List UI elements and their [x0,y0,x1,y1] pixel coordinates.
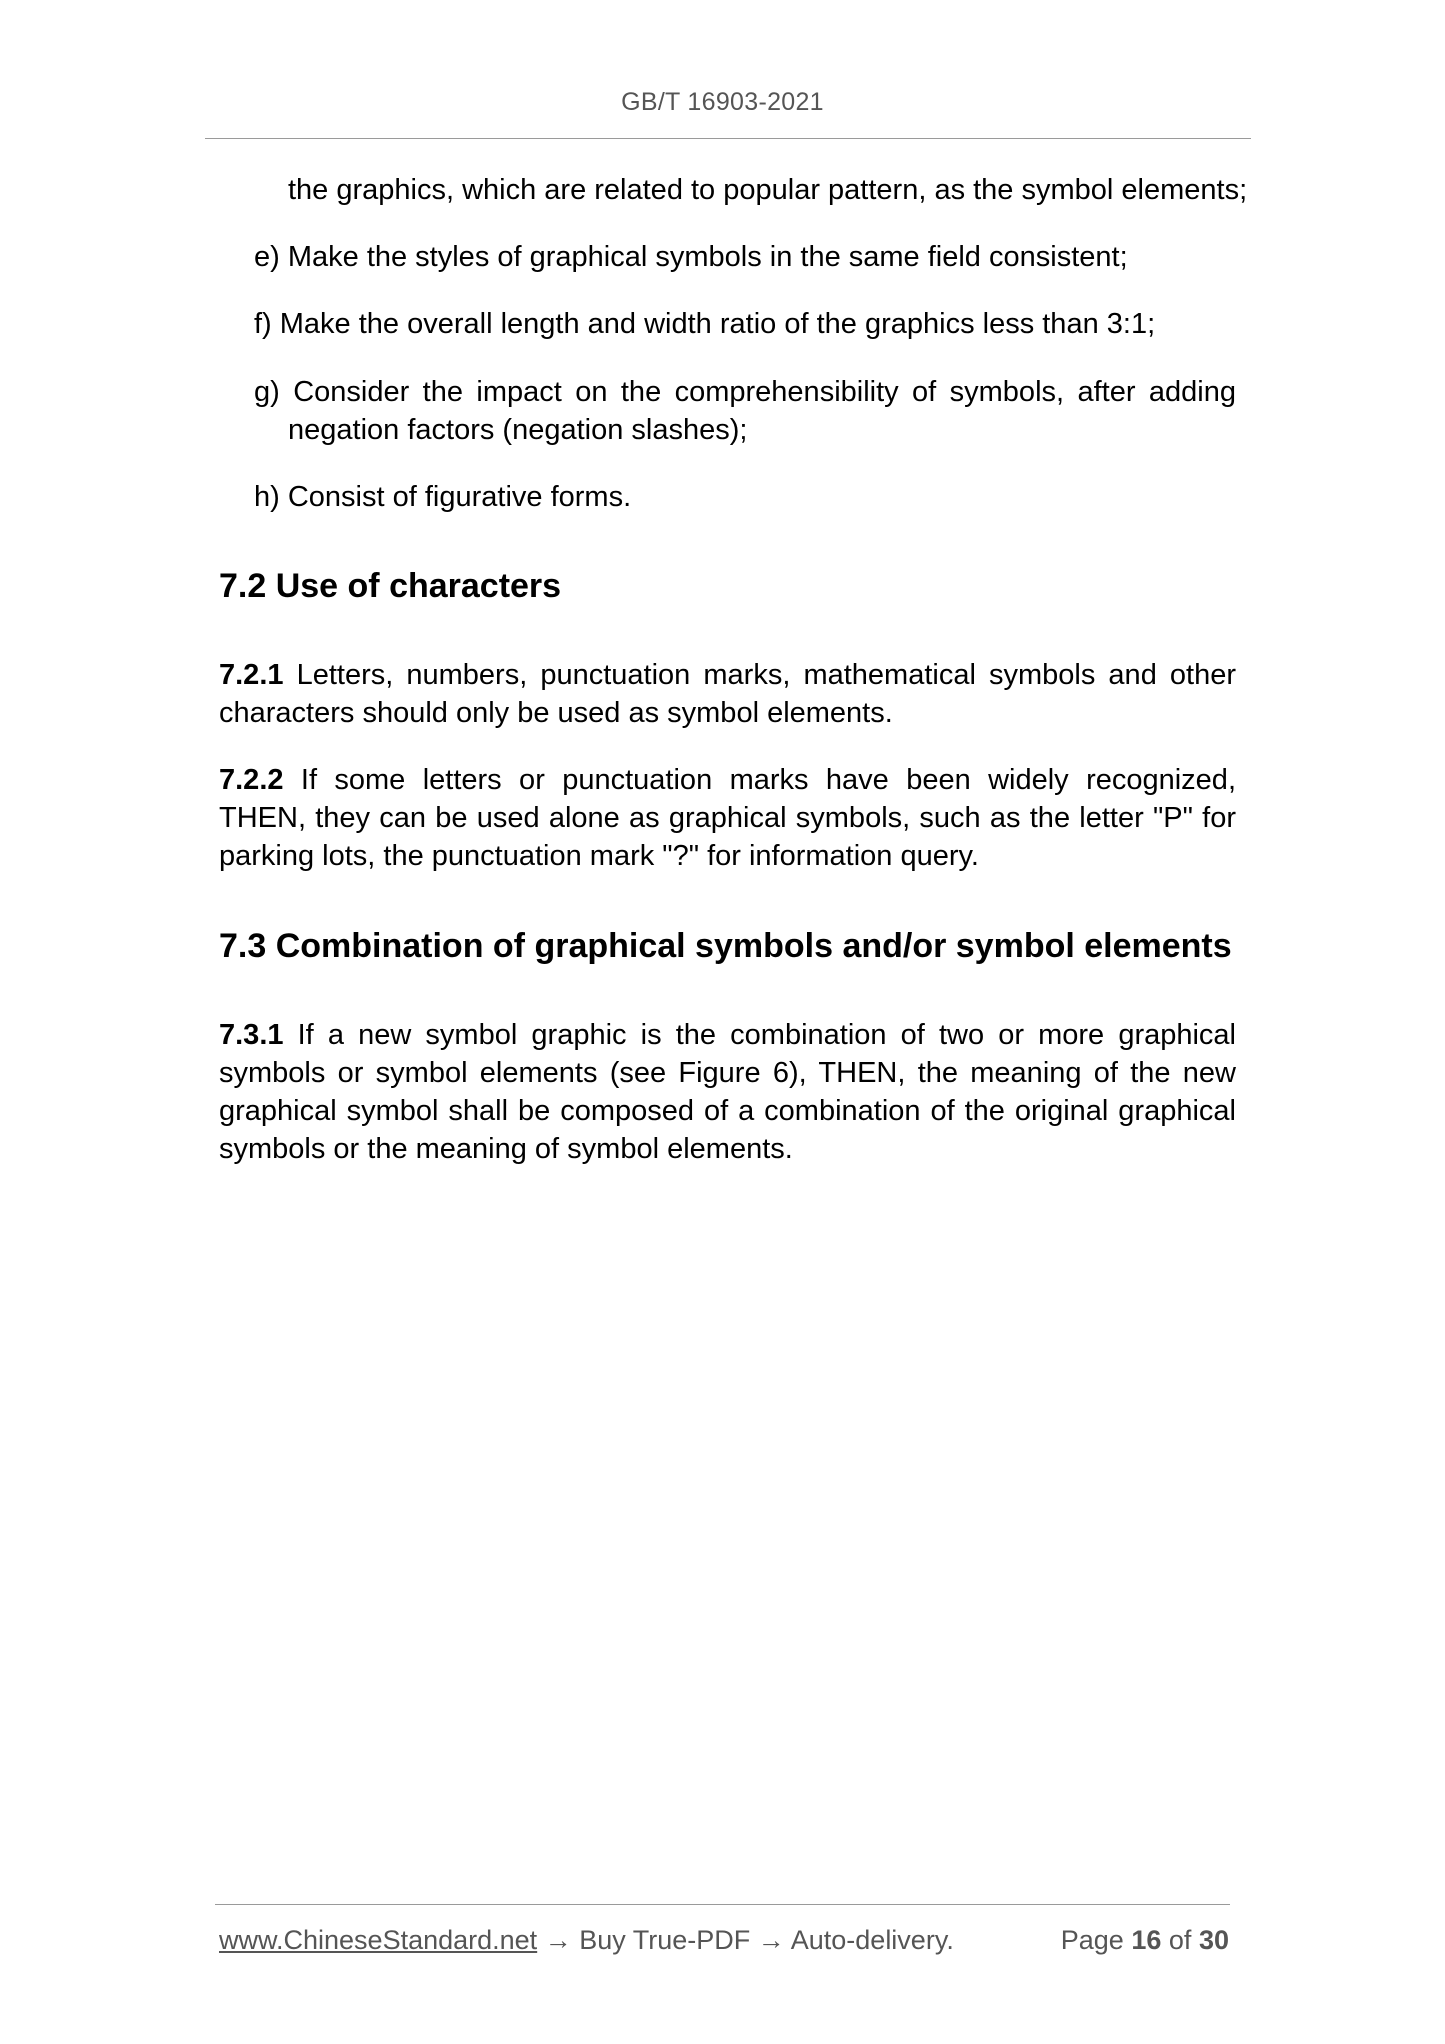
chinese-standard-link[interactable]: www.ChineseStandard.net [219,1925,538,1955]
page-header-doc-id: GB/T 16903-2021 [621,88,824,116]
list-item-e: e) Make the styles of graphical symbols in the same field consistent; [254,241,1128,273]
section-heading-7-3: 7.3 Combination of graphical symbols and/or symbol elements [219,927,1232,965]
of-label: of [1168,1925,1192,1955]
total-pages-number: 30 [1198,1925,1229,1955]
current-page-number: 16 [1131,1925,1162,1955]
clause-text: If some letters or punctuation marks have been widely recognized, THEN, they can be used alone as graphical symbols, such as the letter "P" for parking lots, the punctuation mark "?" for information query. [219,764,1236,872]
clause-7-2-1 [219,656,1236,732]
clause-7-3-1 [219,1016,1236,1168]
clause-number: 7.3.1 [219,1019,284,1051]
clause-number: 7.2.1 [219,659,284,691]
page-indicator [1061,1923,1229,1957]
list-item-f: f) Make the overall length and width ratio of the graphics less than 3:1; [254,308,1156,340]
list-item-g-line1: g) Consider the impact on the comprehensibility of symbols, after adding [254,376,1236,408]
list-item-g-line2: negation factors (negation slashes); [288,414,748,446]
footer-divider [215,1904,1230,1905]
footer-left [219,1923,954,1957]
clause-text: Letters, numbers, punctuation marks, mathematical symbols and other characters should only be used as symbol elements. [219,659,1236,729]
footer-tagline: → Buy True-PDF → Auto-delivery. [537,1925,954,1955]
page-label: Page [1060,1925,1124,1955]
clause-7-2-2 [219,761,1236,875]
clause-number: 7.2.2 [219,764,284,796]
clause-text: If a new symbol graphic is the combination of two or more graphical symbols or symbol elements (see Figure 6), THEN, the meaning of the new graphical symbol shall be composed of a combination of the original graphical symbols or the meaning of symbol elements. [219,1019,1236,1165]
header-divider [205,138,1251,139]
list-item-h: h) Consist of figurative forms. [254,481,632,513]
section-heading-7-2: 7.2 Use of characters [219,567,562,605]
list-item-d-continuation: the graphics, which are related to popular pattern, as the symbol elements; [288,174,1248,206]
